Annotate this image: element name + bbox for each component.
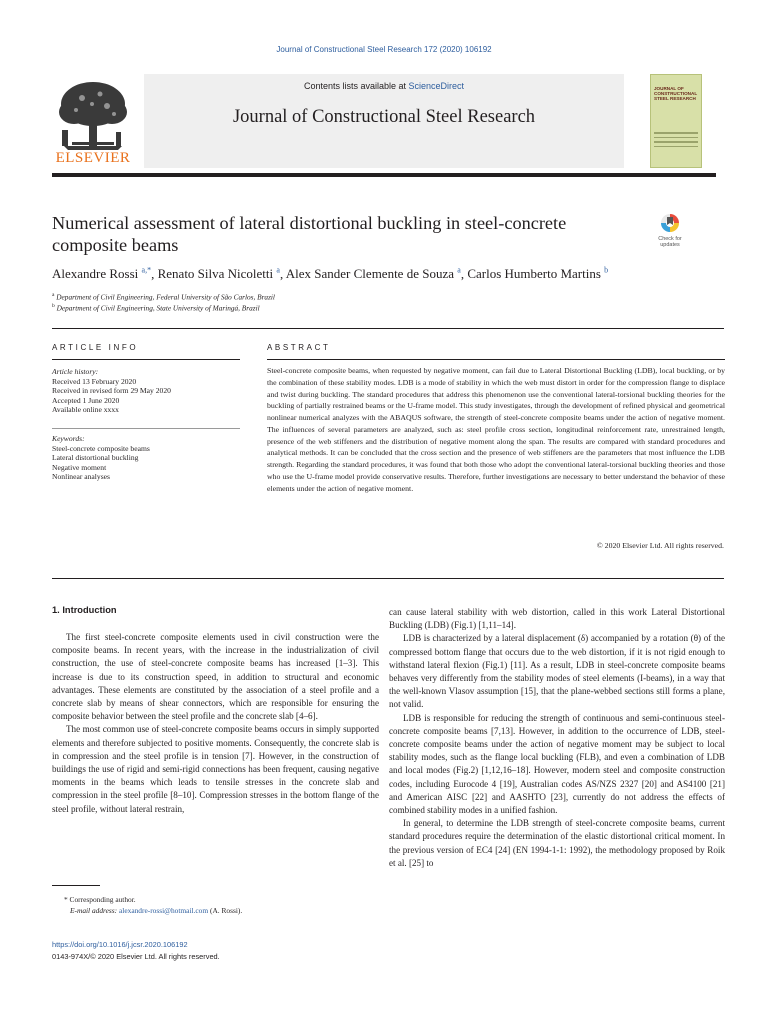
check-for-updates-label: Check for updates bbox=[658, 236, 682, 248]
affiliation-b: $^b$ Department of Civil Engineering, State University of Maringá, Brazil bbox=[52, 303, 260, 313]
history-accepted: Accepted 1 June 2020 bbox=[52, 395, 120, 405]
body-paragraph: The first steel-concrete composite elements used in civil construction were the composite beams. In recent years, with the increase in the industrialization of civil construction, the use of steel-concrete composite beams has increased [1–3]. This increase is due to its construction speed, in addition to structural and economic advantages. These elements are constituted by the association of a steel profile and a concrete slab by means of shear connectors, which are responsible for ensuring the composite behavior between the steel profile and the concrete slab [4–6]. bbox=[52, 632, 379, 722]
author-3[interactable]: Alex Sander Clemente de Souza $^a$ bbox=[285, 266, 461, 282]
right-column bbox=[389, 606, 725, 870]
journal-cover-lines bbox=[654, 132, 698, 150]
email-link[interactable]: alexandre-rossi@hotmail.com bbox=[119, 906, 209, 915]
article-info-rule bbox=[52, 359, 240, 360]
body-paragraph: LDB is characterized by a lateral displacement (δ) accompanied by a rotation (θ) of the compressed bottom flange that occurs due to the web distortion, if it is not rigid enough to withstand lateral flexion (Fig.1) [11]. As a result, LDB in steel-concrete composite beams behaves very differently from the stability modes of steel elements (I-beams), in a way that the well-known Vlasov assumption [15], that the plane-webbed sections still forms a plane, not valid. bbox=[389, 633, 725, 710]
sciencedirect-link[interactable]: ScienceDirect bbox=[408, 81, 465, 91]
history-online: Available online xxxx bbox=[52, 405, 119, 415]
email-note bbox=[70, 906, 242, 915]
body-paragraph: In general, to determine the LDB strength of steel-concrete composite beams, current standard procedures require the determination of the elastic distortional critical moment. In the previous version of EC4 [24] (EN 1994-1-1: 1992), the methodology proposed by Roik et al. [25] to bbox=[389, 818, 725, 868]
introduction-heading: 1. Introduction bbox=[52, 605, 117, 615]
journal-cover-title: JOURNAL OF CONSTRUCTIONAL STEEL RESEARCH bbox=[654, 86, 698, 102]
history-received: Received 13 February 2020 bbox=[52, 376, 137, 386]
elsevier-wordmark: ELSEVIER bbox=[55, 150, 131, 166]
contents-prefix: Contents lists available at bbox=[303, 81, 409, 91]
keyword-item[interactable]: Negative moment bbox=[52, 462, 107, 472]
abstract-heading: ABSTRACT bbox=[267, 343, 331, 352]
keyword-item[interactable]: Steel-concrete composite beams bbox=[52, 443, 150, 453]
article-title bbox=[52, 212, 632, 256]
title-line-1: Numerical assessment of lateral distortional buckling in steel-concrete bbox=[52, 213, 567, 233]
keyword-item[interactable]: Nonlinear analyses bbox=[52, 472, 110, 482]
left-column bbox=[52, 631, 379, 816]
keywords bbox=[52, 434, 240, 482]
email-suffix: (A. Rossi). bbox=[209, 906, 243, 915]
abstract-rule bbox=[267, 359, 725, 360]
abstract-text: Steel-concrete composite beams, when requested by negative moment, can fail due to Lateral Distortional Buckling (LDB), local buckling, or by the combination of these stability modes. LDB is a mode of stability in which the web must distort in order for the compression flange to displace and twist during buckling. The standard procedures that address this phenomenon use the conventional lateral-torsional buckling theories for the buckling of partially restrained beams or the U-frame model. This study investigates, through the development of refined physical and geometrical nonlinear numerical analyzes with the ABAQUS software, the strength of steel-concrete composite beams under the action of negative moment. The influences of several parameters are analyzed, such as: steel profile cross section, longitudinal reinforcement rate, unrestrained length, presence of the web stiffeners and the distribution of negative moment along the span. The results are compared with standard procedures and analytical methods. It can be concluded that the cross section and the presence of web stiffeners are the parameters that most influence the LDB strength. Regarding the standard procedures, it was found that both those who adopt the conventional lateral-torsional buckling theories and those who use the U-frame model provide conservative results. Therefore, further investigations are necessary to better understand the behavior of these elements under the action of negative moment. bbox=[267, 366, 725, 493]
affiliation-divider bbox=[52, 328, 724, 329]
history-revised: Received in revised form 29 May 2020 bbox=[52, 386, 171, 396]
article-history bbox=[52, 367, 240, 415]
title-line-2: composite beams bbox=[52, 235, 179, 255]
author-2[interactable]: Renato Silva Nicoletti $^a$ bbox=[157, 266, 280, 282]
keywords-label: Keywords: bbox=[52, 434, 85, 443]
author-1[interactable]: Alexandre Rossi $^{a,*}$ bbox=[52, 266, 152, 282]
affiliation-a: $^a$ Department of Civil Engineering, Federal University of São Carlos, Brazil bbox=[52, 292, 275, 302]
issn-copyright: 0143-974X/© 2020 Elsevier Ltd. All rights reserved. bbox=[52, 952, 220, 961]
article-info-heading: ARTICLE INFO bbox=[52, 343, 139, 352]
abstract-copyright: © 2020 Elsevier Ltd. All rights reserved. bbox=[596, 541, 724, 550]
contents-availability-line bbox=[144, 81, 624, 91]
keyword-item[interactable]: Lateral distortional buckling bbox=[52, 453, 139, 463]
journal-name[interactable]: Journal of Constructional Steel Research bbox=[232, 107, 536, 127]
doi-link[interactable]: https://doi.org/10.1016/j.jcsr.2020.106192 bbox=[52, 940, 188, 949]
header-divider bbox=[52, 173, 716, 177]
body-paragraph: The most common use of steel-concrete composite beams occurs in simply supported elements and therefore subjected to positive moments. Consequently, the concrete slab is in compression and the steel profile is in tension [7]. However, in the construction of buildings the use of rigid and semi-rigid connections has been frequent, causing negative moments in the beams which leads to tensile stresses in the concrete slab and compression in the steel profile [8–10]. Compression stresses in the bottom flange of the steel profile, without lateral restrain, bbox=[52, 724, 379, 814]
footnote-rule bbox=[52, 885, 100, 886]
body-paragraph: LDB is responsible for reducing the strength of continuous and semi-continuous steel-concrete composite beams [7,13]. However, in addition to the occurrence of LDB, steel-concrete composite beams under the action of negative moment may be subject to local stability modes, such as the flange local buckling (FLB), and even a combination of LDB and local modes (Fig.2) [1,12,16–18]. However, modern steel and composite construction codes, including Eurocode 4 [19], Australian codes AS/NZS 2327 [20] and AS4100 [21] and American AISC [22] and AASHTO [23], currently do not address the effects of combined stability modes in a unified fashion. bbox=[389, 712, 725, 816]
keywords-rule bbox=[52, 428, 240, 429]
body-paragraph: can cause lateral stability with web distortion, called in this work Lateral Distortional Buckling (LDB) (Fig.1) [1,11–14]. bbox=[389, 607, 725, 631]
author-list: Alexandre Rossi $^{a,*}$, Renato Silva Nicoletti $^a$, Alex Sander Clemente de Souza $^a$, Carlos Humberto Martins $^b$ bbox=[52, 266, 609, 282]
author-4[interactable]: Carlos Humberto Martins $^b$ bbox=[467, 266, 609, 282]
journal-reference-link[interactable]: Journal of Constructional Steel Research 172 (2020) 106192 bbox=[276, 45, 492, 54]
corresponding-author-note: * Corresponding author. bbox=[64, 895, 136, 904]
abstract-divider bbox=[52, 578, 724, 579]
history-label: Article history: bbox=[52, 367, 99, 376]
email-label: E-mail address: bbox=[70, 906, 118, 915]
